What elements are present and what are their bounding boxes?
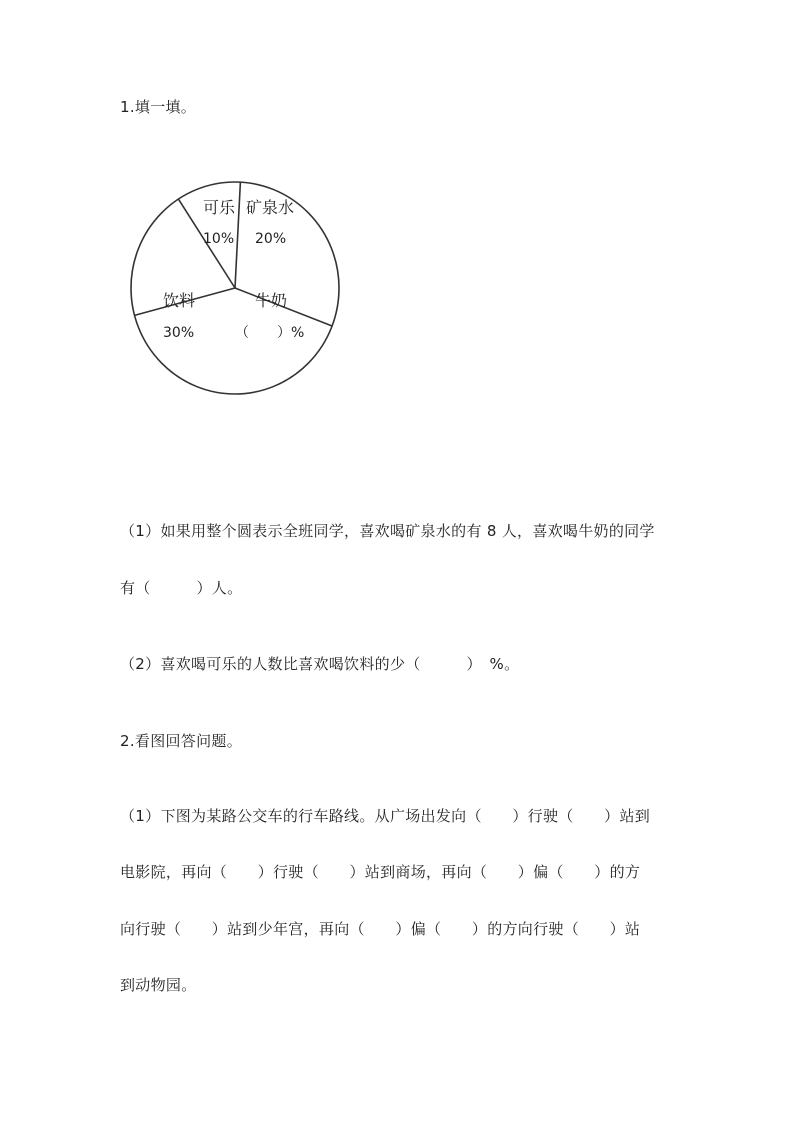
slice-label-beverage: 饮料 xyxy=(163,291,196,310)
slice-label-cola: 可乐 xyxy=(203,198,236,217)
question-2-line-1: （1）下图为某路公交车的行车路线。从广场出发向（ ）行驶（ ）站到 xyxy=(120,807,651,825)
question-1-title: 1.填一填。 xyxy=(120,98,197,116)
question-2-line-3: 向行驶（ ）站到少年宫，再向（ ）偏（ ）的方向行驶（ ）站 xyxy=(120,920,641,938)
slice-value-milk: （ ）% xyxy=(235,325,305,341)
question-1-part-1-line-2: 有（ ）人。 xyxy=(120,579,243,597)
slice-value-mineral-water: 20% xyxy=(255,231,287,247)
question-1-part-2: （2）喜欢喝可乐的人数比喜欢喝饮料的少（ ） %。 xyxy=(120,655,520,673)
slice-label-mineral-water: 矿泉水 xyxy=(246,198,295,217)
beverage-pie-chart xyxy=(125,172,347,398)
slice-label-milk: 牛奶 xyxy=(255,291,288,310)
question-1-part-1-line-1: （1）如果用整个圆表示全班同学，喜欢喝矿泉水的有 8 人，喜欢喝牛奶的同学 xyxy=(120,522,655,540)
question-2-title: 2.看图回答问题。 xyxy=(120,732,243,750)
slice-value-cola: 10% xyxy=(203,231,235,247)
question-2-line-2: 电影院，再向（ ）行驶（ ）站到商场，再向（ ）偏（ ）的方 xyxy=(120,863,641,881)
question-2-line-4: 到动物园。 xyxy=(120,976,197,994)
slice-value-beverage: 30% xyxy=(163,325,195,341)
